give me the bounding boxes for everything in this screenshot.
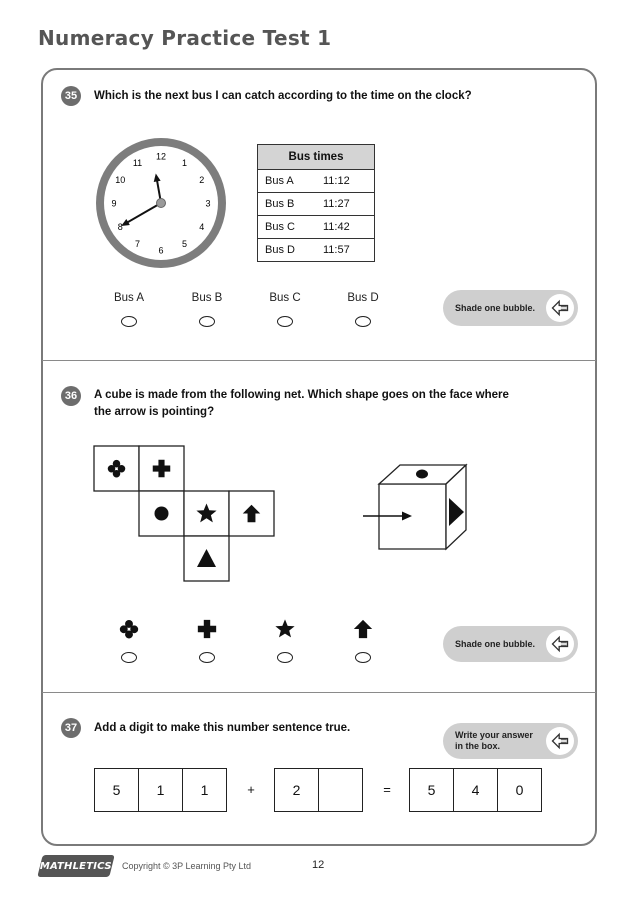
up-arrow-icon — [352, 618, 374, 640]
digit-box: 0 — [497, 768, 542, 812]
page-title: Numeracy Practice Test 1 — [38, 26, 332, 50]
answer-bubble[interactable] — [277, 652, 293, 663]
hint-icon — [546, 294, 574, 322]
digit-box: 2 — [274, 768, 319, 812]
bus-times-table — [257, 144, 375, 262]
clock-number: 9 — [111, 198, 117, 209]
answer-bubble[interactable] — [355, 316, 371, 327]
answer-bubble[interactable] — [199, 652, 215, 663]
bus-time: 11:42 — [323, 221, 350, 233]
clock-number: 11 — [132, 157, 143, 168]
circle-icon — [155, 507, 169, 521]
cube-drawing — [360, 462, 470, 554]
option-bus-b — [177, 292, 237, 327]
question-text: Add a digit to make this number sentence true. — [94, 722, 351, 734]
bus-name: Bus D — [265, 244, 295, 256]
hint-pill — [443, 723, 578, 759]
option-bus-c — [255, 292, 315, 327]
bus-time: 11:27 — [323, 198, 350, 210]
clock-number: 3 — [205, 198, 211, 209]
hint-text: Shade one bubble. — [455, 639, 536, 649]
hint-icon — [546, 727, 574, 755]
option-bus-d — [333, 292, 393, 327]
clock-number: 12 — [155, 151, 167, 162]
answer-bubble[interactable] — [121, 652, 137, 663]
digit-box: 4 — [453, 768, 498, 812]
digit-box: 5 — [94, 768, 139, 812]
cube-net — [93, 445, 275, 583]
question-number-badge: 36 — [61, 386, 81, 406]
option-label: Bus D — [347, 292, 379, 304]
bus-name: Bus A — [265, 175, 294, 187]
option-label: Bus C — [269, 292, 301, 304]
clock-number: 4 — [199, 222, 205, 232]
question-text — [94, 387, 509, 421]
digit-box: 5 — [409, 768, 454, 812]
digit-box: 1 — [138, 768, 183, 812]
answer-box[interactable] — [318, 768, 363, 812]
table-row — [258, 239, 375, 262]
clock-number: 8 — [117, 222, 123, 232]
circle-icon — [416, 470, 428, 479]
option-label: Bus B — [191, 292, 223, 304]
bus-time: 11:12 — [323, 175, 350, 187]
hint-icon — [546, 630, 574, 658]
answer-bubble[interactable] — [121, 316, 137, 327]
divider-q35-q36 — [42, 360, 596, 361]
hint-pill — [443, 626, 578, 662]
clock-number: 2 — [199, 175, 205, 185]
table-row — [258, 170, 375, 193]
table-row — [258, 193, 375, 216]
clock-number: 1 — [181, 157, 188, 168]
table-row — [258, 216, 375, 239]
equals-sign: = — [383, 782, 391, 797]
star-icon — [274, 618, 296, 640]
option-label: Bus A — [113, 292, 145, 304]
clock-number: 6 — [158, 245, 164, 256]
clock-number: 10 — [115, 175, 126, 185]
clock-number: 7 — [134, 239, 141, 250]
page-number: 12 — [312, 859, 325, 871]
clock — [94, 136, 228, 270]
option-star — [255, 618, 315, 663]
bus-time: 11:57 — [323, 244, 350, 256]
hint-pill — [443, 290, 578, 326]
option-bus-a — [99, 292, 159, 327]
cross-icon — [196, 618, 218, 640]
answer-bubble[interactable] — [355, 652, 371, 663]
option-club — [99, 618, 159, 663]
clock-center — [157, 199, 166, 208]
hint-text-line1: Write your answer — [455, 730, 533, 740]
table-header: Bus times — [258, 145, 375, 170]
question-text-line2: the arrow is pointing? — [94, 406, 215, 418]
question-text: Which is the next bus I can catch according to the time on the clock? — [94, 90, 472, 102]
option-up-arrow — [333, 618, 393, 663]
answer-bubble[interactable] — [199, 316, 215, 327]
hint-text-line2: in the box. — [455, 741, 500, 751]
club-icon — [118, 618, 140, 640]
digit-box: 1 — [182, 768, 227, 812]
bus-name: Bus B — [265, 198, 295, 210]
hint-text: Shade one bubble. — [455, 303, 536, 313]
question-number-badge: 35 — [61, 86, 81, 106]
clock-number: 5 — [181, 239, 188, 250]
copyright: Copyright © 3P Learning Pty Ltd — [122, 861, 252, 871]
option-cross — [177, 618, 237, 663]
question-number-badge: 37 — [61, 718, 81, 738]
divider-q36-q37 — [42, 692, 596, 693]
answer-bubble[interactable] — [277, 316, 293, 327]
mathletics-logo — [37, 855, 114, 877]
question-text-line1: A cube is made from the following net. Which shape goes on the face where — [94, 389, 509, 401]
plus-sign: + — [247, 782, 255, 797]
logo-text: MATHLETICS — [40, 860, 112, 872]
bus-name: Bus C — [265, 221, 295, 233]
